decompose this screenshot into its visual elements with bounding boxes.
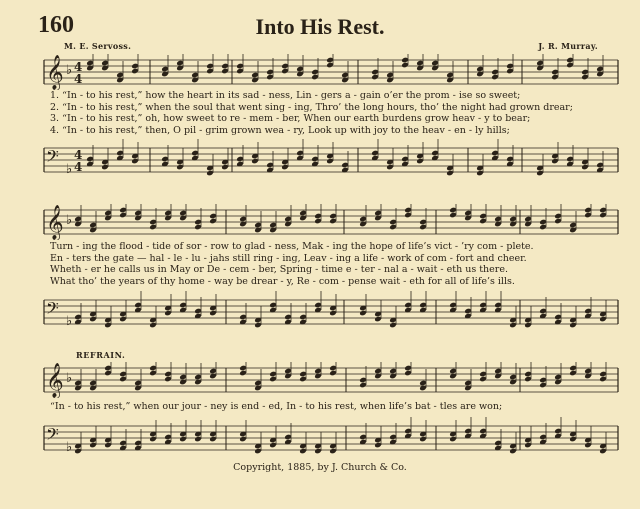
verse-4-line: 4. “In - to his rest,” then, O pil - grim grown wea - ry, Look up with joy to the heav - en - ly hills;	[50, 124, 510, 136]
time-signature-digit: 4	[74, 160, 83, 174]
bass-staff	[0, 138, 640, 182]
treble-staff	[0, 204, 640, 240]
treble-clef-icon: 𝄞	[46, 363, 64, 398]
time-signature-digit: 4	[74, 72, 83, 86]
copyright-notice: Copyright, 1885, by J. Church & Co.	[233, 462, 407, 473]
flat-sign-icon: ♭	[66, 213, 73, 228]
bass-clef-icon: 𝄢	[46, 298, 59, 322]
treble-staff	[0, 362, 640, 398]
refrain-label: REFRAIN.	[76, 350, 126, 360]
treble-clef-icon: 𝄞	[46, 205, 64, 240]
flat-sign-icon: ♭	[66, 162, 73, 177]
verse-2-line: En - ters the gate — hal - le - lu - jahs still ring - ing, Leav - ing a life - work of com - fort and cheer.	[50, 252, 527, 264]
verse-lyrics-system-2	[50, 241, 622, 287]
bass-staff	[0, 416, 640, 460]
refrain-lyrics	[50, 401, 622, 413]
treble-staff	[0, 54, 640, 90]
bass-staff	[0, 290, 640, 334]
bass-clef-icon: 𝄢	[46, 146, 59, 170]
flat-sign-icon: ♭	[66, 314, 73, 329]
verse-3-line: 3. “In - to his rest,” oh, how sweet to re - mem - ber, When our earth burdens grow heav - y to bear;	[50, 113, 531, 124]
hymn-title: Into His Rest.	[255, 14, 385, 39]
time-signature-digit: 4	[74, 148, 83, 162]
flat-sign-icon: ♭	[66, 63, 73, 78]
verse-4-line: What tho’ the years of thy home - way be drear - y, Re - com - pense wait - eth for all of life’s ills.	[50, 275, 515, 287]
lyricist-credit: M. E. Servoss.	[64, 41, 132, 51]
composer-credit: J. R. Murray.	[538, 41, 598, 51]
verse-3-line: Wheth - er he calls us in May or De - cem - ber, Spring - time e - ter - nal a - wait - eth us there.	[50, 264, 508, 275]
time-signature-digit: 4	[74, 60, 83, 74]
verse-1-line: Turn - ing the flood - tide of sor - row to glad - ness, Mak - ing the hope of life’s vict - ’ry com - plete.	[50, 241, 534, 252]
flat-sign-icon: ♭	[66, 440, 73, 455]
flat-sign-icon: ♭	[66, 371, 73, 386]
bass-clef-icon: 𝄢	[46, 424, 59, 448]
verse-2-line: 2. “In - to his rest,” when the soul that went sing - ing, Thro’ the long hours, tho’ the night had grown drear;	[50, 101, 573, 113]
refrain-line: “In - to his rest,” when our jour - ney is end - ed, In - to his rest, when life’s bat - tles are won;	[50, 401, 503, 412]
verse-lyrics-system-1	[50, 90, 622, 136]
verse-1-line: 1. “In - to his rest,” how the heart in its sad - ness, Lin - gers a - gain o’er the prom - ise so sweet;	[50, 90, 521, 101]
hymn-number: 160	[38, 12, 74, 38]
treble-clef-icon: 𝄞	[46, 55, 64, 90]
